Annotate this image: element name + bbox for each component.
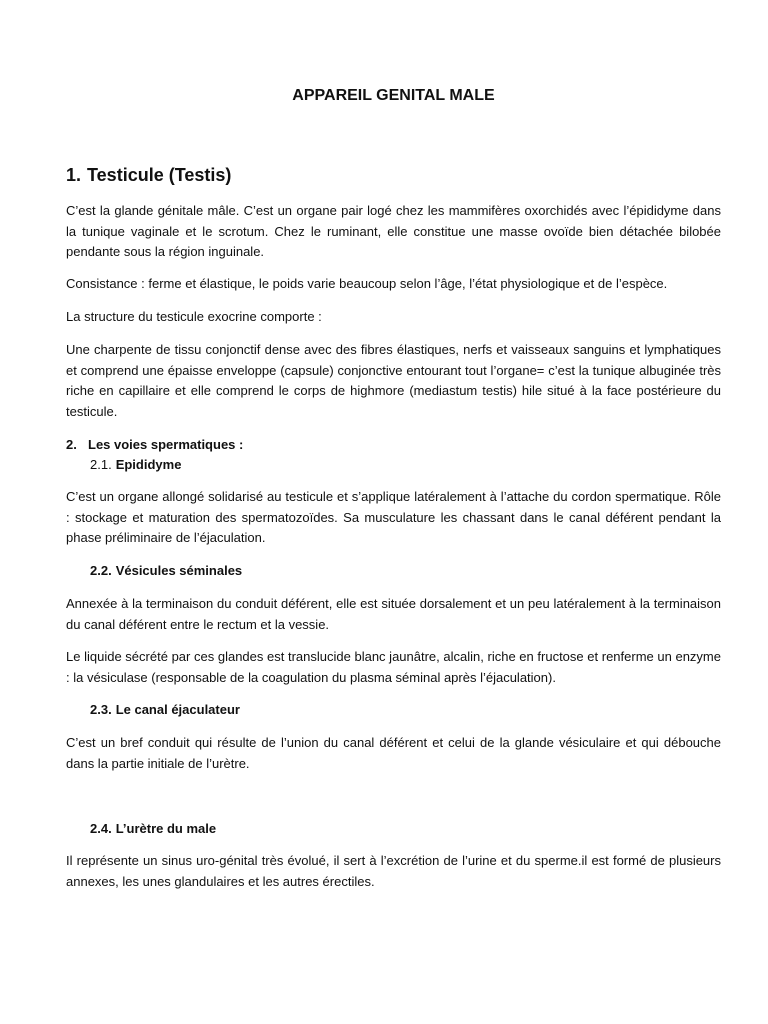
document-page <box>66 0 721 1024</box>
subsection-2-1-paragraph: C’est un organe allongé solidarisé au testicule et s’applique latéralement à l’attache du cordon spermatique. Rôle : stockage et maturation des spermatozoïdes. Sa musculature les chassant dans le canal déférent pendant la phase préliminaire de l’éjaculation. <box>66 489 721 545</box>
subsection-2-3-heading <box>90 700 240 720</box>
section-1-paragraph-2: Consistance : ferme et élastique, le poids varie beaucoup selon l’âge, l’état physiologique et de l’espèce. <box>66 276 668 291</box>
section-2-number: 2. <box>66 437 77 452</box>
section-1-number: 1. <box>66 165 82 185</box>
subsection-2-1-number: 2.1. <box>90 457 112 472</box>
subsection-2-1-heading <box>90 455 181 475</box>
subsection-2-3-title: Le canal éjaculateur <box>115 702 240 717</box>
section-1-paragraph-3: La structure du testicule exocrine comporte : <box>66 309 322 324</box>
subsection-2-4-heading <box>90 819 216 839</box>
subsection-2-4-number: 2.4. <box>90 821 112 836</box>
subsection-2-3-number: 2.3. <box>90 702 112 717</box>
subsection-2-2-number: 2.2. <box>90 563 112 578</box>
section-2-title: Les voies spermatiques : <box>88 437 244 452</box>
section-1-paragraph-1: C’est la glande génitale mâle. C’est un organe pair logé chez les mammifères oxorchidés avec l’épididyme dans la tunique vaginale et le scrotum. Chez le ruminant, elle constitue une masse ovoïde bien détachée bilobée pendante sous la région inguinale. <box>66 203 721 259</box>
subsection-2-4-paragraph: Il représente un sinus uro-génital très évolué, il sert à l’excrétion de l’urine et du sperme.il est formé de plusieurs annexes, les unes glandulaires et les autres érectiles. <box>66 853 721 889</box>
subsection-2-2-heading <box>90 561 242 581</box>
subsection-2-2-paragraph-2: Le liquide sécrété par ces glandes est translucide blanc jaunâtre, alcalin, riche en fructose et renferme un enzyme : la vésiculase (responsable de la coagulation du plasma séminal après l’éjaculation). <box>66 649 721 685</box>
document-title: APPAREIL GENITAL MALE <box>292 87 495 104</box>
section-1-title: Testicule (Testis) <box>87 165 232 185</box>
subsection-2-4-title: L’urètre du male <box>115 821 217 836</box>
subsection-2-2-title: Vésicules séminales <box>115 563 243 578</box>
subsection-2-3-paragraph: C’est un bref conduit qui résulte de l’union du canal déférent et celui de la glande vésiculaire et qui débouche dans la partie initiale de l’urètre. <box>66 735 721 771</box>
subsection-2-2-paragraph-1: Annexée à la terminaison du conduit déférent, elle est située dorsalement et un peu latéralement à la terminaison du canal déférent entre le rectum et la vessie. <box>66 596 721 632</box>
section-1-heading <box>66 164 231 186</box>
subsection-2-1-title: Epididyme <box>115 457 182 472</box>
section-2-heading <box>66 435 243 455</box>
section-1-paragraph-4: Une charpente de tissu conjonctif dense avec des fibres élastiques, nerfs et vaisseaux sanguins et lymphatiques et comprend une épaisse enveloppe (capsule) conjonctive entourant tout l’organe= c’est la tunique albuginée très riche en capillaire et elle comprend le corps de highmore (mediastum testis) hile situé à la face postérieure du testicule. <box>66 342 721 419</box>
